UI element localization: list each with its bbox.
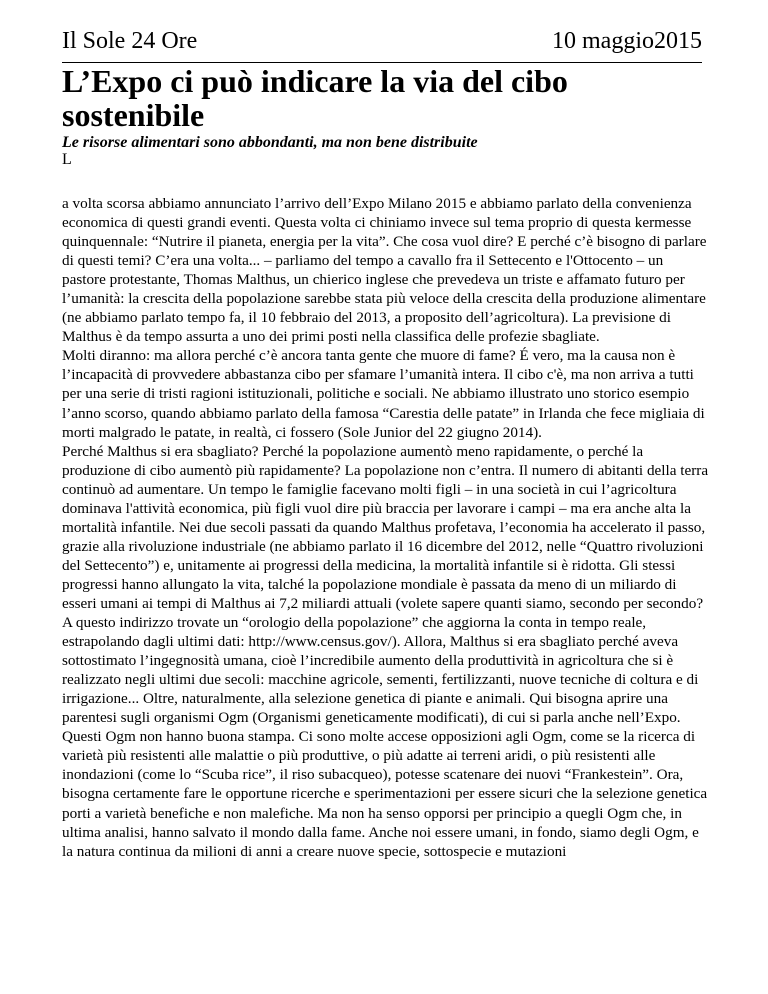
page-header [62, 26, 702, 63]
publication-name: Il Sole 24 Ore [62, 28, 198, 54]
paragraph: a volta scorsa abbiamo annunciato l’arrivo dell’Expo Milano 2015 e abbiamo parlato della convenienza economica di questi grandi eventi. Questa volta ci chiniamo invece sul tema proprio di questa kermesse quinquennale: “Nutrire il pianeta, energia per la vita”. Che cosa vuol dire? E perché c’è bisogno di parlare di questi temi? C’era una volta... – parliamo del tempo a cavallo fra il Settecento e l'Ottocento – un pastore protestante, Thomas Malthus, un chierico inglese che prevedeva un triste e affamato futuro per l’umanità: la crescita della popolazione sarebbe stata più veloce della crescita della produzione alimentare (ne abbiamo parlato tempo fa, il 10 febbraio del 2013, a proposito dell’agricoltura). La previsione di Malthus è da tempo assurta a uno dei primi posti nella classifica delle profezie sbagliate. [62, 195, 707, 346]
publication-date: 10 maggio2015 [552, 28, 702, 54]
drop-letter: L [62, 151, 72, 168]
article-title: L’Expo ci può indicare la via del cibo sostenibile [62, 63, 568, 133]
article-subtitle: Le risorse alimentari sono abbondanti, ma non bene distribuite [62, 134, 478, 151]
article-body [62, 194, 710, 861]
paragraph: Molti diranno: ma allora perché c’è ancora tanta gente che muore di fame? É vero, ma la causa non è l’incapacità di provvedere abbastanza cibo per sfamare l’umanità intera. Il cibo c'è, ma non arriva a tutti per una serie di tristi ragioni istituzionali, politiche e sociali. Ne abbiamo illustrato uno storico esempio l’anno scorso, quando abbiamo parlato della famosa “Carestia delle patate” in Irlanda che fece migliaia di morti malgrado le patate, in realtà, ci fossero (Sole Junior del 22 giugno 2014). [62, 347, 705, 441]
paragraph: Perché Malthus si era sbagliato? Perché la popolazione aumentò meno rapidamente, o perché la produzione di cibo aumentò più rapidamente? La popolazione non c’entra. Il numero di abitanti della terra continuò ad aumentare. Un tempo le famiglie facevano molti figli – in una società in cui l’agricoltura dominava l'attività economica, più figli vuol dire più braccia per lavorare i campi – ma era anche alta la mortalità infantile. Nei due secoli passati da quando Malthus profetava, l’economia ha accelerato il passo, grazie alla rivoluzione industriale (ne abbiamo parlato il 16 dicembre del 2012, nelle “Quattro rivoluzioni del Settecento”) e, unitamente ai progressi della medicina, la mortalità infantile si è ridotta. Gli stessi progressi hanno allungato la vita, talché la popolazione mondiale è passata da meno di un miliardo di esseri umani ai tempi di Malthus ai 7,2 miliardi attuali (volete sapere quanti siamo, secondo per secondo? A questo indirizzo trovate un “orologio della popolazione” che aggiorna la conta in tempo reale, estrapolando dagli ultimi dati: http://www.census.gov/). Allora, Malthus si era sbagliato perché aveva sottostimato l’ingegnosità umana, cioè l’incredibile aumento della produttività in agricoltura che si è realizzato negli ultimi due secoli: macchine agricole, sementi, fertilizzanti, nuove tecniche di coltura e di irrigazione... Oltre, naturalmente, alla selezione genetica di piante e animali. Qui bisogna aprire una parentesi sugli organismi Ogm (Organismi geneticamente modificati), di cui si parla anche nell’Expo. Questi Ogm non hanno buona stampa. Ci sono molte accese opposizioni agli Ogm, come se la ricerca di varietà più resistenti alle malattie o più produttive, o più adatte ai terreni aridi, o più resistenti alle inondazioni (come lo “Scuba rice”, il riso subacqueo), potesse scatenare dei nuovi “Frankestein”. Ora, bisogna certamente fare le opportune ricerche e sperimentazioni per essere sicuri che la selezione genetica porti a varietà benefiche e non malefiche. Ma non ha senso opporsi per principio a quegli Ogm che, in ultima analisi, hanno salvato il mondo dalla fame. Anche noi essere umani, in fondo, siamo degli Ogm, e la natura continua da milioni di anni a creare nuove specie, sottospecie e mutazioni [62, 442, 709, 860]
